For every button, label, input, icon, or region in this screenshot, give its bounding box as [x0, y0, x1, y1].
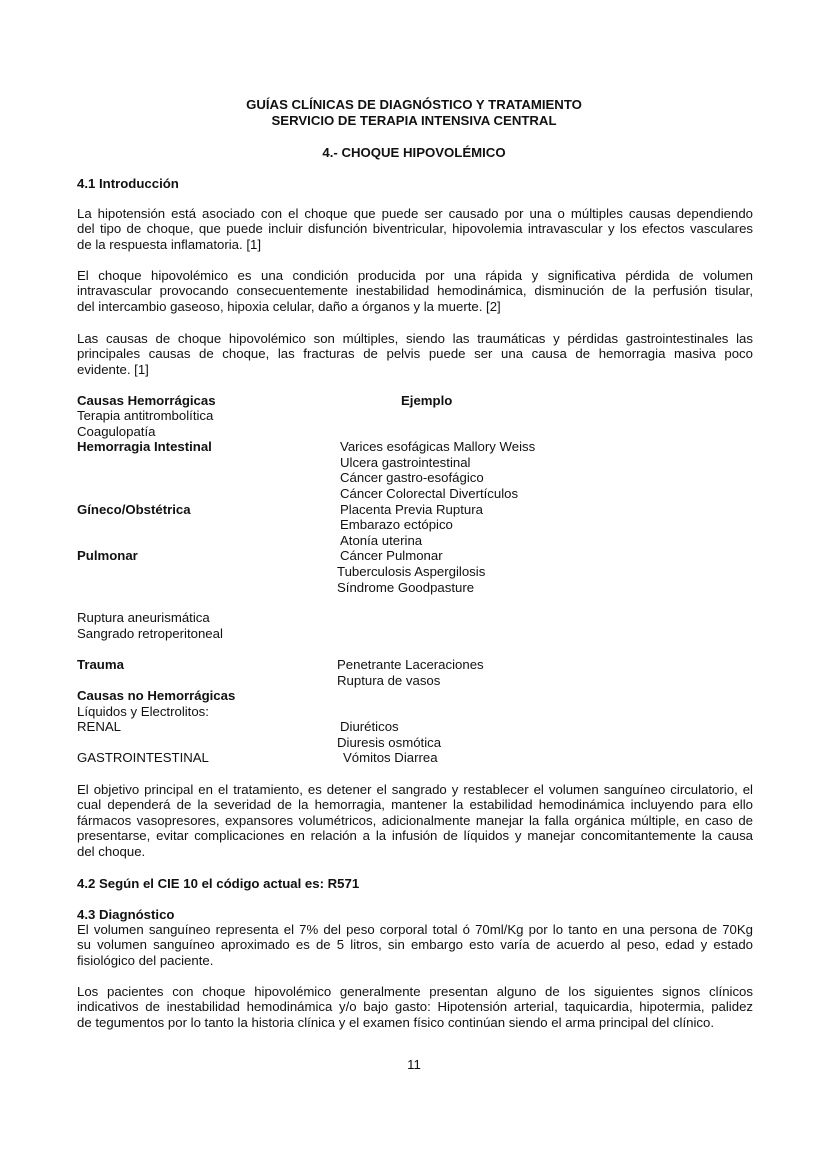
- section-heading-introduccion: 4.1 Introducción: [77, 176, 179, 191]
- text-line: La hipotensión está asociado con el choque que puede ser causado por una o múltiples causas dependiendo: [77, 206, 753, 221]
- causes-column-header: Causas Hemorrágicas: [77, 393, 216, 408]
- example-item: Cáncer gastro-esofágico: [340, 470, 484, 485]
- example-item: Placenta Previa Ruptura: [340, 502, 483, 517]
- text-line: de la respuesta inflamatoria. [1]: [77, 236, 261, 252]
- text-line: fármacos vasopresores, expansores volumétricos, adicionalmente manejar la falla orgánica múltiple, en caso de: [77, 812, 753, 828]
- intro-paragraph-2: [77, 268, 753, 314]
- header-line-2: SERVICIO DE TERAPIA INTENSIVA CENTRAL: [271, 113, 557, 128]
- cause-category: Hemorragia Intestinal: [77, 439, 212, 454]
- cause-category: Gíneco/Obstétrica: [77, 502, 191, 517]
- text-line: evidente. [1]: [77, 361, 149, 377]
- example-item: Atonía uterina: [340, 533, 423, 548]
- cause-item: Terapia antitrombolítica: [77, 408, 214, 423]
- text-line: su volumen sanguíneo aproximado es de 5 litros, sin embargo esto varía de acuerdo al peso, edad y estado: [77, 937, 753, 953]
- text-line: del intercambio gaseoso, hipoxia celular, daño a órganos y la muerte. [2]: [77, 298, 501, 314]
- text-line: El objetivo principal en el tratamiento, es detener el sangrado y restablecer el volumen sanguíneo circulatorio, el: [77, 782, 753, 797]
- text-line: presentarse, evitar complicaciones en relación a la infusión de líquidos y manejar concomitantemente la causa: [77, 828, 753, 844]
- section-heading-cie: 4.2 Según el CIE 10 el código actual es: R571: [77, 876, 360, 891]
- cause-item: RENAL: [77, 719, 121, 734]
- example-column-header: Ejemplo: [401, 393, 453, 408]
- example-item: Embarazo ectópico: [340, 517, 453, 532]
- text-line: intravascular provocando consecuentemente inestabilidad hemodinámica, disminución de la perfusión tisular,: [77, 283, 753, 299]
- text-line: indicativos de inestabilidad hemodinámica y/o bajo gasto: Hipotensión arterial, taquicardia, hipotermia, palidez: [77, 999, 753, 1015]
- cause-category: Pulmonar: [77, 548, 138, 563]
- page-number: 11: [407, 1057, 421, 1072]
- treatment-paragraph: [77, 782, 753, 859]
- text-line: fisiológico del paciente.: [77, 952, 214, 968]
- text-line: del choque.: [77, 843, 146, 859]
- text-line: El volumen sanguíneo representa el 7% del peso corporal total ó 70ml/Kg por lo tanto en una persona de 70Kg: [77, 922, 753, 937]
- example-item: Cáncer Pulmonar: [340, 548, 443, 563]
- cause-item: Líquidos y Electrolitos:: [77, 704, 209, 719]
- text-line: El choque hipovolémico es una condición producida por una rápida y significativa pérdida de volumen: [77, 268, 753, 283]
- section-heading-diagnostico: 4.3 Diagnóstico: [77, 907, 175, 922]
- example-item: Varices esofágicas Mallory Weiss: [340, 439, 536, 454]
- example-item: Diuresis osmótica: [337, 735, 442, 750]
- text-line: Las causas de choque hipovolémico son múltiples, siendo las traumáticas y pérdidas gastrointestinales las: [77, 331, 753, 346]
- example-item: Ulcera gastrointestinal: [340, 455, 471, 470]
- example-item: Vómitos Diarrea: [343, 750, 438, 765]
- text-line: principales causas de choque, las fracturas de pelvis puede ser una causa de hemorragia masiva poco: [77, 346, 753, 362]
- example-item: Penetrante Laceraciones: [337, 657, 484, 672]
- text-line: de tegumentos por lo tanto la historia clínica y el examen físico continúan siendo el arma principal del clínico.: [77, 1014, 715, 1030]
- text-line: cual dependerá de la severidad de la hemorragia, mantener la estabilidad hemodinámica incluyendo para ello: [77, 797, 753, 813]
- example-item: Diuréticos: [340, 719, 399, 734]
- cause-item: GASTROINTESTINAL: [77, 750, 209, 765]
- intro-paragraph-1: [77, 206, 753, 252]
- example-item: Ruptura de vasos: [337, 673, 441, 688]
- text-line: del tipo de choque, que puede incluir disfunción biventricular, hipovolemia intravascular y los efectos vasculares: [77, 221, 753, 237]
- example-item: Tuberculosis Aspergilosis: [337, 564, 486, 579]
- cause-item: Sangrado retroperitoneal: [77, 626, 223, 641]
- example-item: Cáncer Colorectal Divertículos: [340, 486, 519, 501]
- cause-item: Coagulopatía: [77, 424, 156, 439]
- header-line-1: GUÍAS CLÍNICAS DE DIAGNÓSTICO Y TRATAMIENTO: [246, 97, 582, 112]
- cause-category: Trauma: [77, 657, 124, 672]
- diagnostico-paragraph-2: [77, 984, 753, 1030]
- example-item: Síndrome Goodpasture: [337, 580, 475, 595]
- chapter-title: 4.- CHOQUE HIPOVOLÉMICO: [322, 145, 506, 160]
- intro-paragraph-3: [77, 331, 753, 377]
- cause-item: Ruptura aneurismática: [77, 610, 210, 625]
- text-line: Los pacientes con choque hipovolémico generalmente presentan alguno de los siguientes signos clínicos: [77, 984, 753, 999]
- diagnostico-paragraph-1: [77, 922, 753, 968]
- cause-category: Causas no Hemorrágicas: [77, 688, 236, 703]
